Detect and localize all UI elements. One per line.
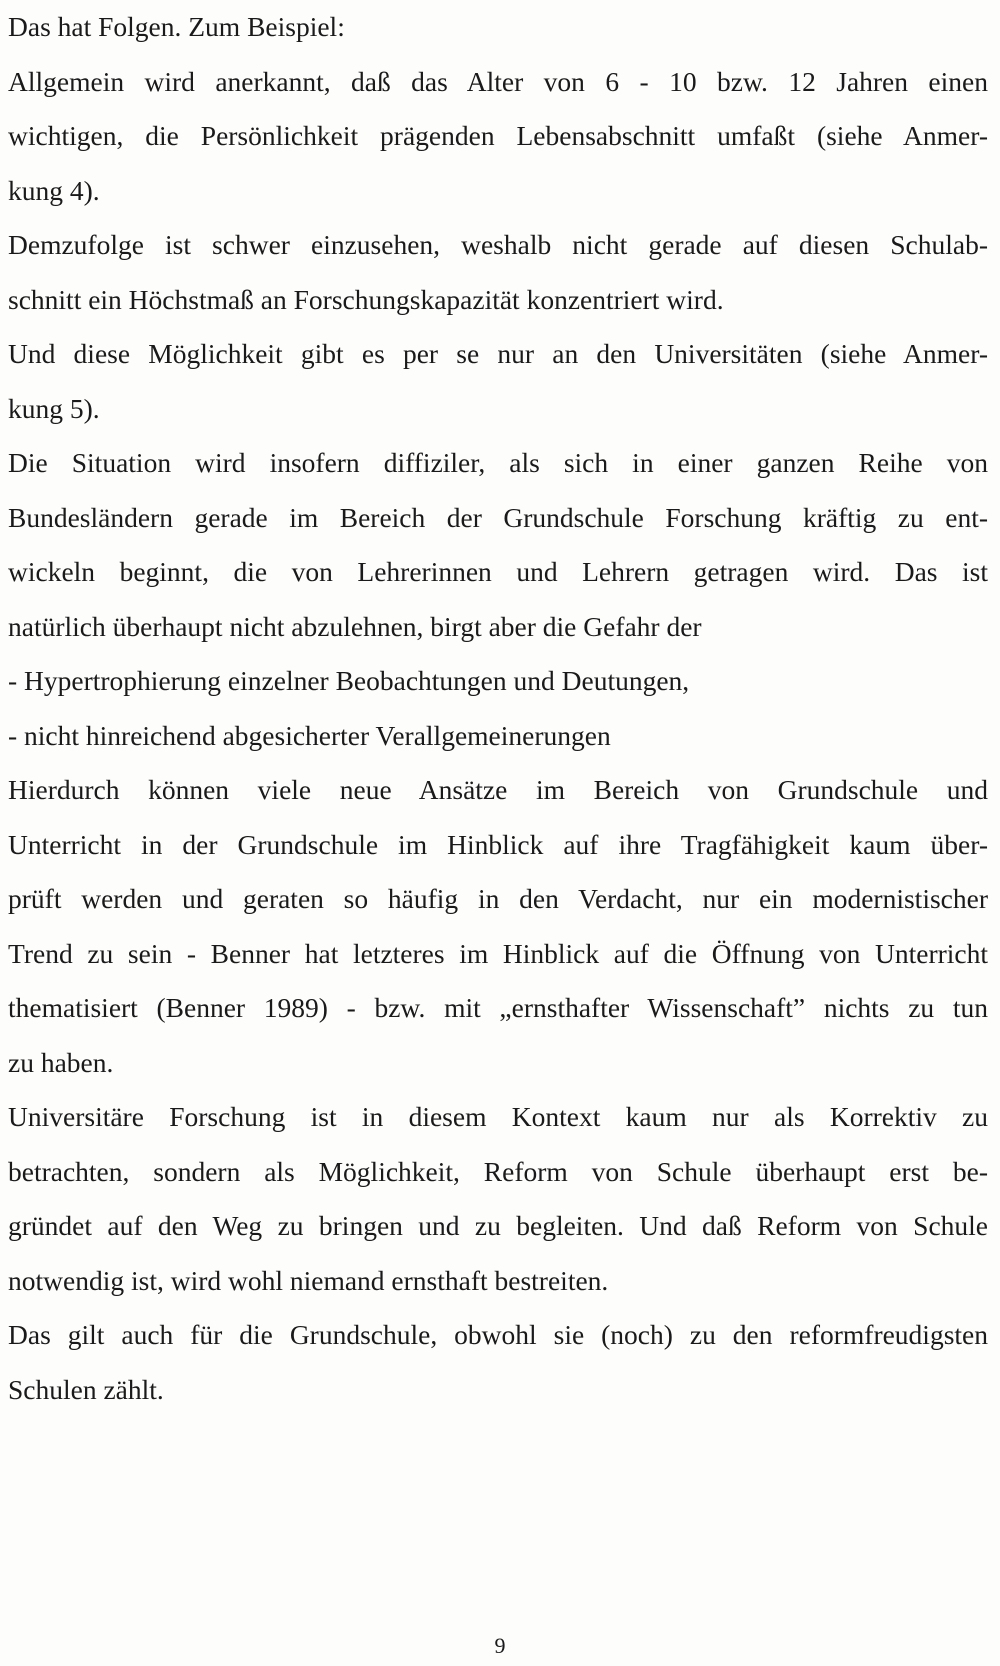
text-line: Trend zu sein - Benner hat letzteres im Hinblick auf die Öffnung von Unterricht: [8, 937, 988, 969]
text-line: schnitt ein Höchstmaß an Forschungskapazität konzentriert wird.: [8, 283, 724, 315]
text-line: notwendig ist, wird wohl niemand ernsthaft bestreiten.: [8, 1264, 609, 1296]
text-line: wichtigen, die Persönlichkeit prägenden Lebensabschnitt umfaßt (siehe Anmer-: [8, 120, 988, 151]
text-line: Universitäre Forschung ist in diesem Kontext kaum nur als Korrektiv zu: [8, 1101, 988, 1132]
text-line: wickeln beginnt, die von Lehrerinnen und Lehrern getragen wird. Das ist: [8, 556, 988, 587]
text-line: Schulen zählt.: [8, 1373, 164, 1405]
text-line: Das hat Folgen. Zum Beispiel:: [8, 11, 345, 42]
text-line: thematisiert (Benner 1989) - bzw. mit „ernsthafter Wissenschaft” nichts zu tun: [8, 992, 988, 1023]
text-line: kung 5).: [8, 392, 100, 424]
text-line: zu haben.: [8, 1046, 114, 1078]
text-line: Das gilt auch für die Grundschule, obwohl sie (noch) zu den reformfreudigsten: [8, 1319, 988, 1350]
text-line: prüft werden und geraten so häufig in den Verdacht, nur ein modernistischer: [8, 883, 988, 914]
list-item: - Hypertrophierung einzelner Beobachtungen und Deutungen,: [8, 665, 690, 696]
text-line: natürlich überhaupt nicht abzulehnen, birgt aber die Gefahr der: [8, 610, 702, 642]
text-line: Die Situation wird insofern diffiziler, als sich in einer ganzen Reihe von: [8, 447, 988, 478]
text-line: Hierdurch können viele neue Ansätze im Bereich von Grundschule und: [8, 774, 988, 805]
text-line: Unterricht in der Grundschule im Hinblick auf ihre Tragfähigkeit kaum über-: [8, 828, 988, 860]
page-number: 9: [494, 1633, 506, 1658]
text-line: Und diese Möglichkeit gibt es per se nur an den Universitäten (siehe Anmer-: [8, 338, 988, 369]
body-text: [8, 0, 988, 1417]
text-line: gründet auf den Weg zu bringen und zu begleiten. Und daß Reform von Schule: [8, 1210, 988, 1241]
text-line: Bundesländern gerade im Bereich der Grundschule Forschung kräftig zu ent-: [8, 501, 988, 533]
text-line: Allgemein wird anerkannt, daß das Alter von 6 - 10 bzw. 12 Jahren einen: [8, 65, 988, 97]
list-item: - nicht hinreichend abgesicherter Verallgemeinerungen: [8, 719, 611, 751]
text-line: Demzufolge ist schwer einzusehen, weshalb nicht gerade auf diesen Schulab-: [8, 229, 988, 260]
text-line: kung 4).: [8, 174, 100, 206]
text-line: betrachten, sondern als Möglichkeit, Reform von Schule überhaupt erst be-: [8, 1155, 988, 1187]
